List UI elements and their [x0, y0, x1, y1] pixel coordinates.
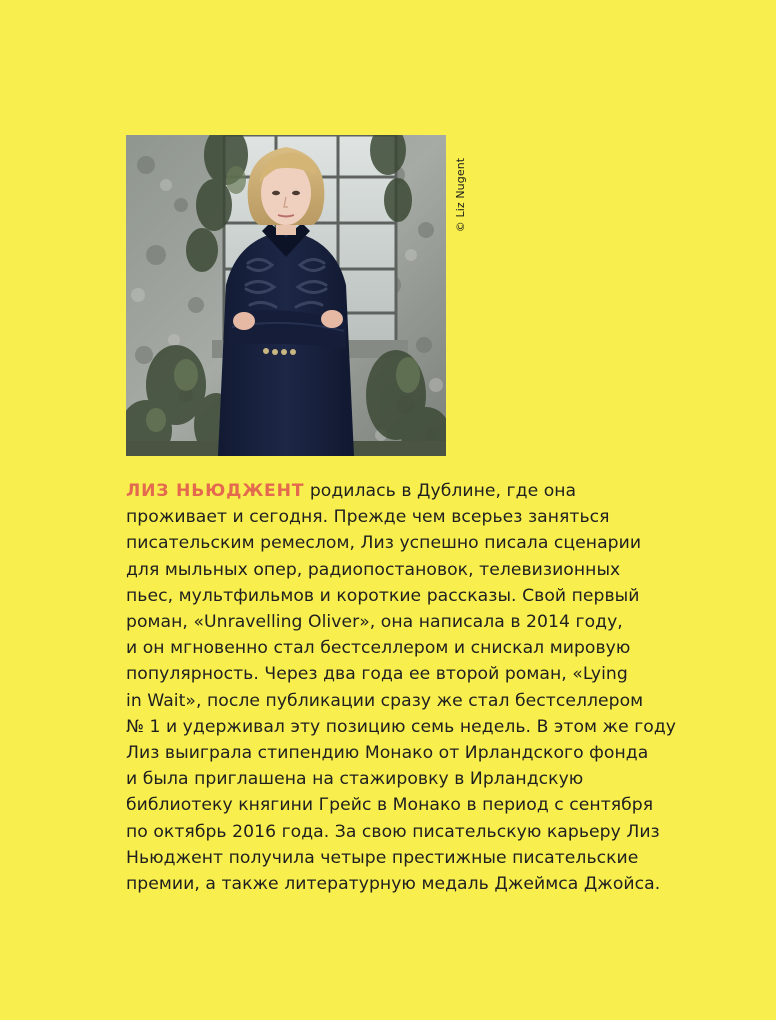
author-name: ЛИЗ НЬЮДЖЕНТ	[126, 481, 305, 501]
bio-line: популярность. Через два года ее второй роман, «Lying	[126, 664, 628, 685]
author-photo	[126, 135, 446, 456]
bio-line: для мыльных опер, радиопостановок, телевизионных	[126, 559, 621, 580]
bio-line: № 1 и удерживал эту позицию семь недель. В этом же году	[126, 716, 677, 737]
bio-line: пьес, мультфильмов и короткие рассказы. Свой первый	[126, 585, 640, 606]
photo-credit	[451, 135, 471, 255]
bio-line: писательским ремеслом, Лиз успешно писала сценарии	[126, 533, 642, 554]
bio-line: премии, а также литературную медаль Джеймса Джойса.	[126, 874, 661, 895]
bio-line	[126, 478, 666, 504]
bio-first-line-text: родилась в Дублине, где она	[304, 481, 577, 501]
bio-line: Ньюджент получила четыре престижные писательские	[126, 847, 639, 868]
bio-line: Лиз выиграла стипендию Монако от Ирландского фонда	[126, 743, 649, 764]
bio-line: проживает и сегодня. Прежде чем всерьез заняться	[126, 507, 610, 528]
bio-line: библиотеку княгини Грейс в Монако в период с сентября	[126, 795, 654, 816]
author-bio	[126, 478, 677, 897]
bio-line: и была приглашена на стажировку в Ирландскую	[126, 769, 584, 790]
bio-line: роман, «Unravelling Oliver», она написала в 2014 году,	[126, 612, 623, 633]
bio-line: по октябрь 2016 года. За свою писательскую карьеру Лиз	[126, 821, 660, 842]
bio-line: и он мгновенно стал бестселлером и снискал мировую	[126, 638, 631, 659]
bio-line: in Wait», после публикации сразу же стал бестселлером	[126, 690, 644, 711]
photo-credit-text: © Liz Nugent	[454, 157, 467, 233]
